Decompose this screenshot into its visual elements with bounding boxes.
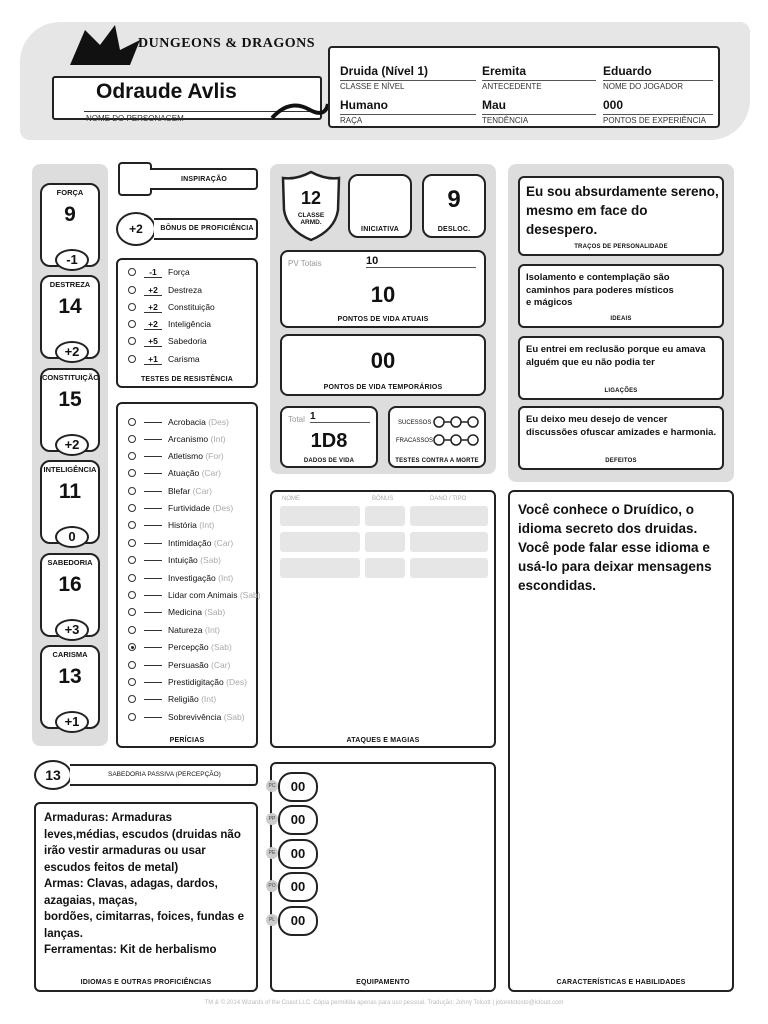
player-label: NOME DO JOGADOR xyxy=(603,80,713,91)
ability-modifier: 0 xyxy=(55,526,89,548)
saving-throw-value: +1 xyxy=(144,354,162,365)
passive-wisdom-circle[interactable]: 13 xyxy=(34,760,72,790)
skills-label: PERÍCIAS xyxy=(169,737,205,744)
coin-tag: PE xyxy=(266,847,278,859)
skill-attr: (Car) xyxy=(201,468,221,478)
skill-value-line xyxy=(144,717,162,718)
skill-name: Blefar xyxy=(168,486,191,496)
hp-max-label: PV Totais xyxy=(288,259,322,268)
hp-current-value: 10 xyxy=(370,282,396,307)
saving-throw-value: +2 xyxy=(144,285,162,296)
skill-row[interactable] xyxy=(128,571,233,585)
proficiency-line: bordões, cimitarras, foices, fundas e xyxy=(44,911,245,923)
skill-row[interactable] xyxy=(128,658,230,672)
proficiency-dot-icon[interactable] xyxy=(128,320,136,328)
class-level-label: CLASSE E NÍVEL xyxy=(340,80,476,91)
skill-row[interactable] xyxy=(128,536,233,550)
skill-value-line xyxy=(144,491,162,492)
skill-attr: (For) xyxy=(205,451,224,461)
proficiency-dot-icon[interactable] xyxy=(128,286,136,294)
skill-row[interactable] xyxy=(128,640,232,654)
proficiency-dot-icon[interactable] xyxy=(128,608,136,616)
traits-label: TRAÇOS DE PERSONALIDADE xyxy=(574,244,668,250)
failure-circles-icon[interactable] xyxy=(432,433,480,447)
skill-row[interactable] xyxy=(128,501,233,515)
proficiency-line: Ferramentas: Kit de herbalismo xyxy=(44,944,217,956)
ability-dexterity[interactable] xyxy=(40,275,100,359)
skill-attr: (Sab) xyxy=(239,590,261,600)
hp-current-label: PONTOS DE VIDA ATUAIS xyxy=(337,316,429,323)
skill-value-line xyxy=(144,456,162,457)
ability-modifier: +2 xyxy=(55,341,89,363)
attack-damage-cell[interactable] xyxy=(410,558,488,578)
inspiration-label: INSPIRAÇÃO xyxy=(181,176,227,183)
skill-attr: (Sab) xyxy=(211,642,232,652)
ability-score[interactable]: 16 xyxy=(58,573,82,596)
skill-row[interactable] xyxy=(128,415,229,429)
flaws-label: DEFEITOS xyxy=(605,458,637,464)
ability-intelligence[interactable] xyxy=(40,460,100,544)
skill-value-line xyxy=(144,578,162,579)
tail-ornament-icon xyxy=(270,98,330,128)
ideals-label: IDEAIS xyxy=(610,316,632,322)
player-value[interactable]: Eduardo xyxy=(603,64,652,78)
passive-wisdom-label: SABEDORIA PASSIVA (PERCEPÇÃO) xyxy=(108,771,221,778)
hit-dice-label: DADOS DE VIDA xyxy=(303,458,355,464)
ability-charisma[interactable] xyxy=(40,645,100,729)
saving-throw-name: Força xyxy=(168,267,190,277)
proficiency-dot-icon[interactable] xyxy=(128,452,136,460)
flaws-text: Eu deixo meu desejo de vencer discussões ofuscar amizades e harmonia. xyxy=(526,414,717,438)
armor-class-value[interactable]: 12 xyxy=(300,188,322,208)
skill-value-line xyxy=(144,612,162,613)
proficiency-dot-icon[interactable] xyxy=(128,574,136,582)
skill-row[interactable] xyxy=(128,484,212,498)
coin-tag: PP xyxy=(266,813,278,825)
success-circles-icon[interactable] xyxy=(432,415,480,429)
skill-name: Acrobacia xyxy=(168,417,206,427)
footer-copyright: TM & © 2014 Wizards of the Coast LLC. Cópia permitida apenas para uso pessoal. Tradução: Johny Tolcott | jotoretotosto@icloud.com xyxy=(204,1000,564,1006)
proficiency-dot-icon[interactable] xyxy=(128,487,136,495)
background-value[interactable]: Eremita xyxy=(482,64,527,78)
skill-name: Intimidação xyxy=(168,538,212,548)
skill-row[interactable] xyxy=(128,692,216,706)
proficiency-line: escudos feitos de metal) xyxy=(44,861,179,874)
character-name-label: NOME DO PERSONAGEM xyxy=(86,114,184,123)
skill-value-line xyxy=(144,439,162,440)
features-text: Você conhece o Druídico, o idioma secreto dos druidas. Você pode falar esse idioma e usá-lo para deixar mensagens escondidas. xyxy=(518,502,712,593)
hp-temp-value: 00 xyxy=(370,348,396,373)
proficiencies-label: IDIOMAS E OUTRAS PROFICIÊNCIAS xyxy=(80,979,212,986)
proficiencies-text[interactable] xyxy=(44,810,244,959)
skill-value-line xyxy=(144,630,162,631)
xp-value[interactable]: 000 xyxy=(603,98,624,112)
proficiency-line: Armas: Clavas, adagas, dardos, xyxy=(44,878,218,890)
skill-name: História xyxy=(168,520,197,530)
skill-row[interactable] xyxy=(128,518,214,532)
successes-label: SUCESSOS xyxy=(398,420,432,426)
ability-wisdom[interactable] xyxy=(40,553,100,637)
hp-temp-label: PONTOS DE VIDA TEMPORÁRIOS xyxy=(323,384,443,391)
proficiency-dot-icon[interactable] xyxy=(128,661,136,669)
saving-throw-value: +2 xyxy=(144,302,162,313)
armor-class-label: CLASSE ARMD. xyxy=(297,212,325,226)
skill-attr: (Sab) xyxy=(223,712,245,722)
alignment-value[interactable]: Mau xyxy=(482,98,506,112)
attacks-col-name: NOME xyxy=(282,496,300,502)
hit-dice-value: 1D8 xyxy=(310,430,348,452)
saving-throw-row[interactable] xyxy=(128,334,207,348)
saving-throw-name: Inteligência xyxy=(168,319,212,329)
proficiency-dot-icon[interactable] xyxy=(128,504,136,512)
proficiency-dot-icon[interactable] xyxy=(128,337,136,345)
skill-attr: (Des) xyxy=(208,417,229,427)
proficiency-dot-icon[interactable] xyxy=(128,469,136,477)
hit-dice-total-label: Total xyxy=(288,415,305,424)
skill-attr: (Int) xyxy=(204,625,220,635)
attack-bonus-cell[interactable] xyxy=(365,506,405,526)
skill-row[interactable] xyxy=(128,623,220,637)
inspiration-box[interactable] xyxy=(118,162,152,196)
skill-value-line xyxy=(144,595,162,596)
skill-name: Intuição xyxy=(168,555,198,565)
proficiency-line: lanças. xyxy=(44,927,83,940)
proficiency-label: BÔNUS DE PROFICIÊNCIA xyxy=(160,225,254,232)
skill-value-line xyxy=(144,422,162,423)
death-saves-label: TESTES CONTRA A MORTE xyxy=(395,458,479,464)
ability-name: SABEDORIA xyxy=(47,558,93,567)
saving-throw-row[interactable] xyxy=(128,265,190,279)
skill-row[interactable] xyxy=(128,675,247,689)
bonds-text: Eu entrei em reclusão porque eu amava alguém que eu não podia ter xyxy=(526,344,706,368)
skill-name: Prestidigitação xyxy=(168,677,224,687)
ideals-text: Isolamento e contemplação são caminhos para poderes místicos e mágicos xyxy=(526,272,674,308)
attacks-col-bonus: BÔNUS xyxy=(372,496,394,502)
ability-name: CARISMA xyxy=(52,650,88,659)
failures-label: FRACASSOS xyxy=(396,438,434,444)
skill-value-line xyxy=(144,665,162,666)
proficiency-circle[interactable]: +2 xyxy=(116,212,156,246)
equipment-label: EQUIPAMENTO xyxy=(356,979,410,986)
attack-name-cell[interactable] xyxy=(280,558,360,578)
proficiency-dot-icon[interactable] xyxy=(128,695,136,703)
hp-max-value[interactable]: 10 xyxy=(366,255,476,268)
skill-value-line xyxy=(144,473,162,474)
proficiency-dot-icon[interactable] xyxy=(128,435,136,443)
proficiency-dot-icon[interactable] xyxy=(128,626,136,634)
background-label: ANTECEDENTE xyxy=(482,80,596,91)
ability-modifier: +3 xyxy=(55,619,89,641)
class-level-value[interactable]: Druida (Nível 1) xyxy=(340,64,429,78)
skill-attr: (Car) xyxy=(211,660,231,670)
attack-name-cell[interactable] xyxy=(280,506,360,526)
proficiency-dot-icon[interactable] xyxy=(128,713,136,721)
skill-value-line xyxy=(144,543,162,544)
skill-name: Persuasão xyxy=(168,660,209,670)
skill-attr: (Int) xyxy=(199,520,215,530)
skill-attr: (Sab) xyxy=(204,607,226,617)
ability-constitution[interactable] xyxy=(40,368,100,452)
skill-row[interactable] xyxy=(128,710,245,724)
ability-score[interactable]: 11 xyxy=(58,480,82,503)
coin-value[interactable]: 00 xyxy=(278,906,318,936)
skill-value-line xyxy=(144,525,162,526)
ability-score[interactable]: 14 xyxy=(58,295,82,318)
coin-value[interactable]: 00 xyxy=(278,772,318,802)
attacks-col-damage: DANO / TIPO xyxy=(430,496,467,502)
bonds-label: LIGAÇÕES xyxy=(604,388,638,394)
attack-damage-cell[interactable] xyxy=(410,506,488,526)
ability-modifier: -1 xyxy=(55,249,89,271)
ability-strength[interactable] xyxy=(40,183,100,267)
attack-name-cell[interactable] xyxy=(280,532,360,552)
attack-bonus-cell[interactable] xyxy=(365,558,405,578)
attack-damage-cell[interactable] xyxy=(410,532,488,552)
traits-text: Eu sou absurdamente sereno, mesmo em face do desespero. xyxy=(526,184,719,237)
skill-attr: (Int) xyxy=(210,434,226,444)
proficiency-line: Armaduras: Armaduras xyxy=(44,812,173,824)
proficiency-dot-icon[interactable] xyxy=(128,678,136,686)
proficiency-dot-icon[interactable] xyxy=(128,355,136,363)
saving-throw-value: +2 xyxy=(144,319,162,330)
skill-value-line xyxy=(144,508,162,509)
skill-name: Sobrevivência xyxy=(168,712,222,722)
saving-throw-name: Sabedoria xyxy=(168,336,207,346)
saving-throw-name: Constituição xyxy=(168,302,215,312)
skill-attr: (Car) xyxy=(192,486,212,496)
proficiency-dot-icon[interactable] xyxy=(128,643,136,651)
speed-value: 9 xyxy=(447,186,461,213)
skill-attr: (Car) xyxy=(213,538,234,548)
attack-bonus-cell[interactable] xyxy=(365,532,405,552)
coin-tag: PO xyxy=(266,880,278,892)
skill-name: Natureza xyxy=(168,625,203,635)
proficiency-line: leves,médias, escudos (druidas não xyxy=(44,828,241,841)
skill-name: Religião xyxy=(168,694,199,704)
coin-tag: PL xyxy=(266,914,278,926)
proficiency-dot-icon[interactable] xyxy=(128,418,136,426)
logo-text: DUNGEONS & DRAGONS xyxy=(138,36,316,51)
character-name[interactable]: Odraude Avlis xyxy=(96,80,237,103)
skill-name: Atuação xyxy=(168,468,200,478)
proficiency-dot-icon[interactable] xyxy=(128,268,136,276)
saving-throws-label: TESTES DE RESISTÊNCIA xyxy=(140,376,234,383)
skill-row[interactable] xyxy=(128,553,221,567)
ability-modifier: +2 xyxy=(55,434,89,456)
skill-attr: (Int) xyxy=(201,694,217,704)
saving-throw-row[interactable] xyxy=(128,352,200,366)
skill-name: Atletismo xyxy=(168,451,203,461)
coin-value[interactable]: 00 xyxy=(278,805,318,835)
skill-row[interactable] xyxy=(128,449,224,463)
skill-value-line xyxy=(144,682,162,683)
coin-value[interactable]: 00 xyxy=(278,872,318,902)
skill-value-line xyxy=(144,647,162,648)
skill-name: Lidar com Animais xyxy=(168,590,238,600)
skill-row[interactable] xyxy=(128,432,226,446)
proficiency-dot-icon[interactable] xyxy=(128,303,136,311)
ability-name: FORÇA xyxy=(56,188,84,197)
ability-name: DESTREZA xyxy=(49,280,91,289)
attacks-box xyxy=(270,490,496,748)
ability-name: CONSTITUIÇÃO xyxy=(42,373,100,382)
proficiency-dot-icon[interactable] xyxy=(128,556,136,564)
race-label: RAÇA xyxy=(340,114,476,125)
skill-attr: (Des) xyxy=(226,677,247,687)
ability-name: INTELIGÊNCIA xyxy=(43,465,97,474)
skill-row[interactable] xyxy=(128,588,261,602)
saving-throw-row[interactable] xyxy=(128,300,215,314)
coin-tag: PC xyxy=(266,780,278,792)
proficiency-dot-icon[interactable] xyxy=(128,591,136,599)
saving-throw-value: +5 xyxy=(144,336,162,347)
xp-label: PONTOS DE EXPERIÊNCIA xyxy=(603,114,713,125)
attacks-label: ATAQUES E MAGIAS xyxy=(346,737,420,744)
ability-modifier: +1 xyxy=(55,711,89,733)
coin-value[interactable]: 00 xyxy=(278,839,318,869)
alignment-label: TENDÊNCIA xyxy=(482,114,596,125)
skill-row[interactable] xyxy=(128,605,225,619)
saving-throw-row[interactable] xyxy=(128,283,202,297)
proficiency-line: irão vestir armaduras ou usar xyxy=(44,845,206,857)
proficiency-dot-icon[interactable] xyxy=(128,539,136,547)
skill-value-line xyxy=(144,699,162,700)
initiative-label: INICIATIVA xyxy=(361,226,399,233)
saving-throw-name: Carisma xyxy=(168,354,200,364)
features-label: CARACTERÍSTICAS E HABILIDADES xyxy=(556,979,686,986)
skill-row[interactable] xyxy=(128,466,221,480)
skill-attr: (Des) xyxy=(212,503,234,513)
skill-attr: (Int) xyxy=(218,573,234,583)
saving-throw-value: -1 xyxy=(144,267,162,278)
proficiency-dot-icon[interactable] xyxy=(128,521,136,529)
skill-name: Percepção xyxy=(168,642,209,652)
skill-name: Medicina xyxy=(168,607,203,617)
skill-value-line xyxy=(144,560,162,561)
race-value[interactable]: Humano xyxy=(340,98,388,112)
ability-score[interactable]: 9 xyxy=(64,203,76,226)
saving-throw-name: Destreza xyxy=(168,285,203,295)
skill-name: Arcanismo xyxy=(168,434,209,444)
skill-name: Investigação xyxy=(168,573,216,583)
hit-dice-total[interactable]: 1 xyxy=(310,411,370,423)
saving-throw-row[interactable] xyxy=(128,317,211,331)
skill-attr: (Sab) xyxy=(200,555,221,565)
proficiency-line: azagaias, maças, xyxy=(44,894,138,907)
speed-label: DESLOC. xyxy=(437,226,471,233)
ability-score[interactable]: 15 xyxy=(58,388,82,411)
skill-name: Furtividade xyxy=(168,503,211,513)
ability-score[interactable]: 13 xyxy=(58,665,82,688)
